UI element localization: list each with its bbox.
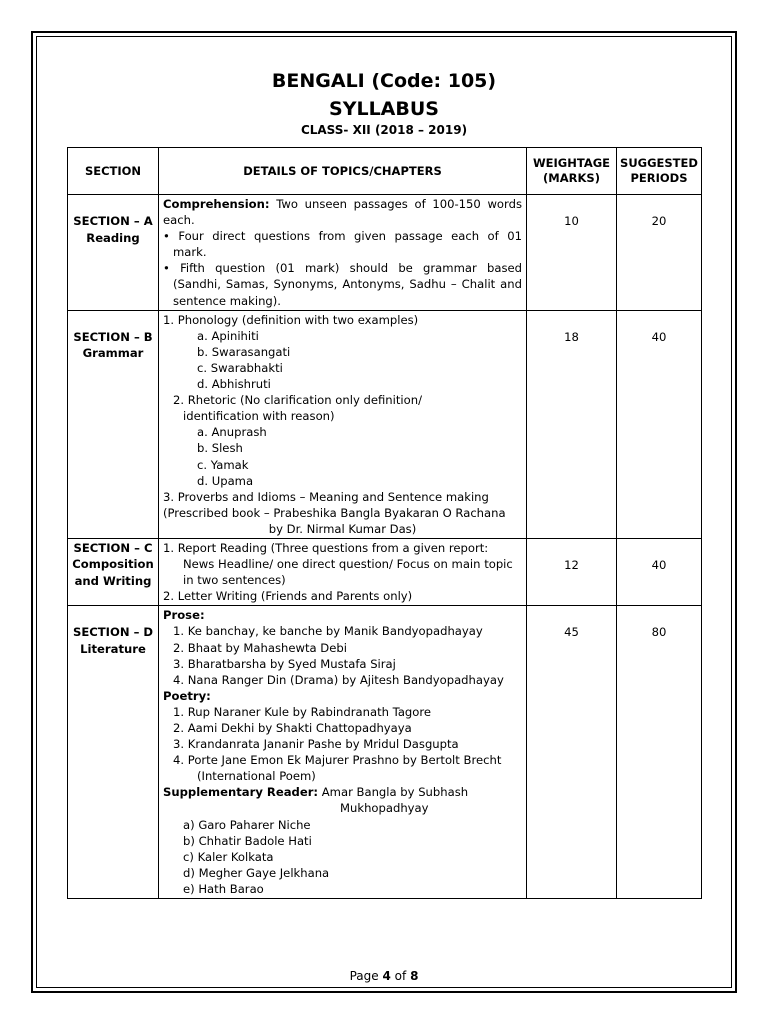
comprehension-text: Two unseen passages of 100-150 words — [276, 197, 522, 211]
section-a-name-l1: SECTION – A — [73, 214, 153, 228]
list-item: d. Abhishruti — [197, 377, 271, 392]
list-item: a. Anuprash — [197, 425, 267, 440]
section-c-name — [68, 538, 159, 605]
col-header-weightage-l2: (MARKS) — [543, 171, 600, 185]
section-c-name-l2: Composition — [72, 557, 154, 572]
page-number: 4 — [382, 969, 391, 983]
list-item: a. Apinihiti — [197, 328, 259, 343]
list-item: e) Hath Barao — [183, 881, 264, 896]
page-total: 8 — [410, 969, 419, 983]
col-header-weightage-l1: WEIGHTAGE — [532, 156, 611, 170]
bullet-2: • Fifth question (01 mark) should be grammar based — [163, 261, 522, 276]
page-of: of — [394, 969, 407, 983]
supplementary-text: Amar Bangla by Subhash — [321, 785, 469, 800]
col-header-periods-l2: PERIODS — [630, 171, 688, 185]
list-item: c. Swarabhakti — [197, 360, 283, 375]
class-line: CLASS- XII (2018 – 2019) — [300, 123, 468, 137]
section-d-name — [68, 606, 159, 899]
col-header-section: SECTION — [68, 148, 159, 195]
list-item: 2. Rhetoric (No clarification only definition/ — [173, 393, 422, 408]
bullet-2-l3: sentence making). — [173, 293, 281, 308]
list-item: 3. Bharatbarsha by Syed Mustafa Siraj — [173, 656, 396, 671]
col-header-weightage — [527, 148, 617, 195]
table-row-section-b — [68, 310, 702, 538]
section-b-details — [159, 310, 527, 538]
page-prefix: Page — [349, 969, 379, 983]
list-item: 1. Phonology (definition with two examples) — [163, 312, 419, 327]
section-d-name-l1: SECTION – D — [72, 625, 154, 640]
col-header-details: DETAILS OF TOPICS/CHAPTERS — [159, 148, 527, 195]
section-d-weightage: 45 — [527, 606, 617, 899]
section-a-weightage: 10 — [527, 195, 617, 311]
section-c-weightage: 12 — [527, 538, 617, 605]
col-header-periods-l1: SUGGESTED — [620, 156, 698, 170]
section-a-name — [68, 195, 159, 311]
bullet-2-l2: (Sandhi, Samas, Synonyms, Antonyms, Sadhu – Chalit and — [173, 277, 522, 292]
list-item: 4. Nana Ranger Din (Drama) by Ajitesh Bandyopadhayay — [173, 672, 504, 687]
section-b-weightage: 18 — [527, 310, 617, 538]
list-item: 1. Report Reading (Three questions from a given report: — [163, 540, 489, 555]
page-footer — [0, 969, 768, 983]
bullet-1-l2: mark. — [173, 245, 207, 260]
list-item: d. Upama — [197, 473, 254, 488]
list-item: 1. Rup Naraner Kule by Rabindranath Tagore — [173, 704, 432, 719]
syllabus-table — [67, 147, 702, 899]
table-row-section-c — [68, 538, 702, 605]
list-item: a) Garo Paharer Niche — [183, 817, 311, 832]
supplementary-text-l2: Mukhopadhyay — [340, 801, 429, 816]
list-item: 2. Letter Writing (Friends and Parents only) — [163, 589, 413, 604]
list-item: c) Kaler Kolkata — [183, 849, 274, 864]
document-title: BENGALI (Code: 105) — [271, 70, 497, 92]
list-item: 4. Porte Jane Emon Ek Majurer Prashno by Bertolt Brecht — [173, 753, 502, 768]
document-subtitle: SYLLABUS — [329, 98, 439, 120]
comprehension-text-l2: each. — [163, 213, 195, 228]
table-row-section-d — [68, 606, 702, 899]
list-item: by Dr. Nirmal Kumar Das) — [268, 521, 417, 536]
list-item: b. Slesh — [197, 441, 243, 456]
list-item: d) Megher Gaye Jelkhana — [183, 865, 330, 880]
section-b-periods: 40 — [617, 310, 702, 538]
section-a-periods: 20 — [617, 195, 702, 311]
section-b-name — [68, 310, 159, 538]
section-a-name-l2: Reading — [86, 230, 140, 245]
list-item: 1. Ke banchay, ke banche by Manik Bandyopadhayay — [173, 624, 483, 639]
prose-label: Prose: — [163, 608, 205, 623]
section-c-periods: 40 — [617, 538, 702, 605]
section-d-name-l2: Literature — [80, 641, 146, 656]
supplementary-label: Supplementary Reader: — [163, 785, 319, 800]
comprehension-label: Comprehension: — [163, 197, 270, 211]
list-item: b) Chhatir Badole Hati — [183, 833, 312, 848]
list-item: c. Yamak — [197, 457, 249, 472]
list-item: 3. Krandanrata Jananir Pashe by Mridul Dasgupta — [173, 737, 459, 752]
section-c-details — [159, 538, 527, 605]
list-item: (International Poem) — [197, 769, 316, 784]
section-c-name-l1: SECTION – C — [73, 540, 153, 555]
table-row-section-a — [68, 195, 702, 311]
list-item: in two sentences) — [183, 573, 286, 588]
section-a-details — [159, 195, 527, 311]
list-item: identification with reason) — [183, 409, 335, 424]
col-header-periods — [617, 148, 702, 195]
section-c-name-l3: and Writing — [74, 573, 152, 588]
section-d-details — [159, 606, 527, 899]
list-item: 2. Bhaat by Mahashewta Debi — [173, 640, 347, 655]
list-item: 3. Proverbs and Idioms – Meaning and Sentence making — [163, 489, 489, 504]
list-item: News Headline/ one direct question/ Focus on main topic — [183, 557, 513, 572]
section-b-name-l2: Grammar — [82, 346, 144, 361]
list-item: b. Swarasangati — [197, 344, 291, 359]
list-item: (Prescribed book – Prabeshika Bangla Byakaran O Rachana — [163, 505, 506, 520]
bullet-1: • Four direct questions from given passage each of 01 — [163, 229, 522, 244]
list-item: 2. Aami Dekhi by Shakti Chattopadhyaya — [173, 721, 412, 735]
section-b-name-l1: SECTION – B — [73, 329, 153, 344]
poetry-label: Poetry: — [163, 688, 211, 703]
table-header-row — [68, 148, 702, 195]
section-d-periods: 80 — [617, 606, 702, 899]
